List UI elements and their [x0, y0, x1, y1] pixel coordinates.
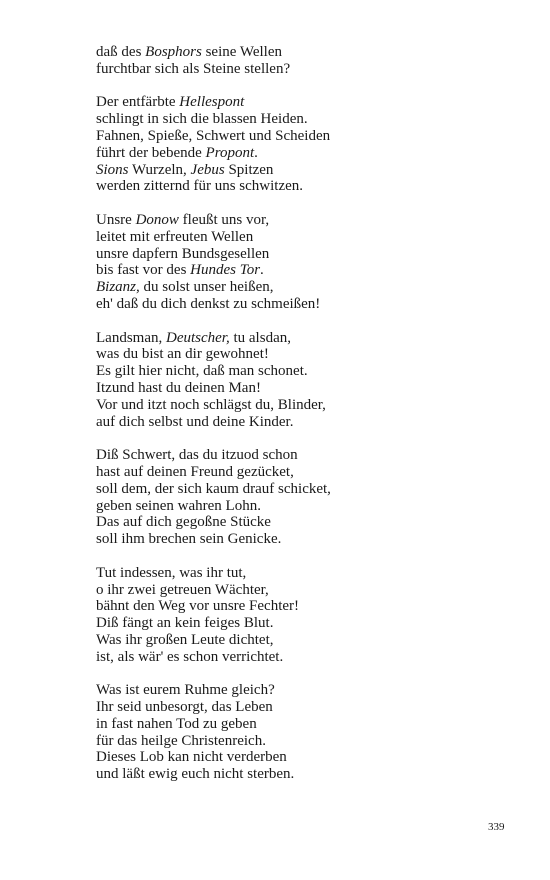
verse-line — [96, 246, 516, 263]
poem-text — [96, 44, 516, 800]
verse-line — [96, 766, 516, 783]
italic-text: Propont — [205, 144, 255, 161]
text-segment: soll ihm brechen sein Genicke. — [96, 531, 282, 548]
text-segment: o ihr zwei getreuen Wächter, — [96, 581, 269, 598]
text-segment: leitet mit erfreuten Wellen — [96, 228, 254, 245]
verse-line — [96, 565, 516, 582]
verse-line — [96, 44, 516, 61]
text-segment: und läßt ewig euch nicht sterben. — [96, 766, 295, 783]
verse-line — [96, 363, 516, 380]
text-segment: führt der bebende — [96, 144, 206, 161]
text-segment: auf dich selbst und deine Kinder. — [96, 413, 294, 430]
verse-line — [96, 464, 516, 481]
text-segment: in fast nahen Tod zu geben — [96, 715, 257, 732]
verse-line — [96, 531, 516, 548]
verse-line — [96, 414, 516, 431]
italic-text: Jebus — [190, 161, 225, 178]
stanza — [96, 682, 516, 783]
text-segment: Itzund hast du deinen Man! — [96, 379, 261, 396]
italic-text: Deutscher, — [165, 329, 230, 346]
text-segment: Ihr seid unbesorgt, das Leben — [96, 699, 273, 716]
page-number: 339 — [488, 821, 505, 833]
italic-text: Hellespont — [179, 94, 245, 111]
text-segment: Fahnen, Spieße, Schwert und Scheiden — [96, 127, 331, 144]
stanza — [96, 212, 516, 313]
verse-line — [96, 699, 516, 716]
text-segment: Was ihr großen Leute dichtet, — [96, 631, 274, 648]
text-segment: Landsman, — [96, 329, 166, 346]
italic-text: Bosphors — [145, 44, 202, 60]
text-segment: werden zitternd für uns schwitzen. — [96, 178, 304, 195]
text-segment: daß des — [96, 44, 146, 60]
stanza — [96, 44, 516, 78]
text-segment: Diß Schwert, das du itzuod schon — [96, 447, 298, 464]
verse-line — [96, 447, 516, 464]
stanza — [96, 330, 516, 431]
text-segment: . — [254, 144, 258, 161]
stanza — [96, 565, 516, 666]
text-segment: für das heilge Christenreich. — [96, 732, 266, 749]
text-segment: soll dem, der sich kaum drauf schicket, — [96, 480, 331, 497]
verse-line — [96, 582, 516, 599]
text-segment: bis fast vor des — [96, 262, 191, 279]
stanza — [96, 94, 516, 195]
verse-line — [96, 598, 516, 615]
verse-line — [96, 632, 516, 649]
text-segment: hast auf deinen Freund gezücket, — [96, 463, 294, 480]
text-segment: Diß fängt an kein feiges Blut. — [96, 615, 274, 632]
text-segment: . — [260, 262, 264, 279]
verse-line — [96, 178, 516, 195]
verse-line — [96, 330, 516, 347]
verse-line — [96, 61, 516, 78]
text-segment: bähnt den Weg vor unsre Fechter! — [96, 598, 300, 615]
verse-line — [96, 262, 516, 279]
verse-line — [96, 279, 516, 296]
text-segment: Dieses Lob kan nicht verderben — [96, 749, 287, 766]
text-segment: fleußt uns vor, — [178, 211, 270, 228]
text-segment: Tut indessen, was ihr tut, — [96, 564, 247, 581]
verse-line — [96, 346, 516, 363]
verse-line — [96, 514, 516, 531]
text-segment: Wurzeln, — [128, 161, 191, 178]
italic-text: Hundes Tor — [190, 262, 261, 279]
verse-line — [96, 145, 516, 162]
text-segment: furchtbar sich als Steine stellen? — [96, 60, 291, 77]
verse-line — [96, 212, 516, 229]
verse-line — [96, 649, 516, 666]
text-segment: du solst unser heißen, — [139, 279, 274, 296]
verse-line — [96, 749, 516, 766]
verse-line — [96, 615, 516, 632]
verse-line — [96, 94, 516, 111]
text-segment: Das auf dich gegoßne Stücke — [96, 514, 271, 531]
text-segment: geben seinen wahren Lohn. — [96, 497, 261, 514]
stanza — [96, 447, 516, 548]
verse-line — [96, 481, 516, 498]
text-segment: schlingt in sich die blassen Heiden. — [96, 111, 308, 128]
verse-line — [96, 682, 516, 699]
verse-line — [96, 716, 516, 733]
italic-text: Sions — [96, 161, 129, 178]
text-segment: Vor und itzt noch schlägst du, Blinder, — [96, 396, 326, 413]
verse-line — [96, 296, 516, 313]
verse-line — [96, 111, 516, 128]
text-segment: Spitzen — [224, 161, 274, 178]
text-segment: Der entfärbte — [96, 94, 180, 111]
text-segment: Es gilt hier nicht, daß man schonet. — [96, 363, 308, 380]
text-segment: eh' daß du dich denkst zu schmeißen! — [96, 295, 321, 312]
text-segment: was du bist an dir gewohnet! — [96, 346, 269, 363]
verse-line — [96, 733, 516, 750]
verse-line — [96, 128, 516, 145]
text-segment: tu alsdan, — [229, 329, 291, 346]
verse-line — [96, 498, 516, 515]
text-segment: Unsre — [96, 211, 136, 228]
text-segment: seine Wellen — [201, 44, 282, 60]
italic-text: Bizanz, — [96, 279, 140, 296]
text-segment: ist, als wär' es schon verrichtet. — [96, 648, 284, 665]
italic-text: Donow — [135, 211, 179, 228]
text-segment: unsre dapfern Bundsgesellen — [96, 245, 270, 262]
text-segment: Was ist eurem Ruhme gleich? — [96, 682, 275, 699]
verse-line — [96, 229, 516, 246]
verse-line — [96, 162, 516, 179]
verse-line — [96, 380, 516, 397]
verse-line — [96, 397, 516, 414]
